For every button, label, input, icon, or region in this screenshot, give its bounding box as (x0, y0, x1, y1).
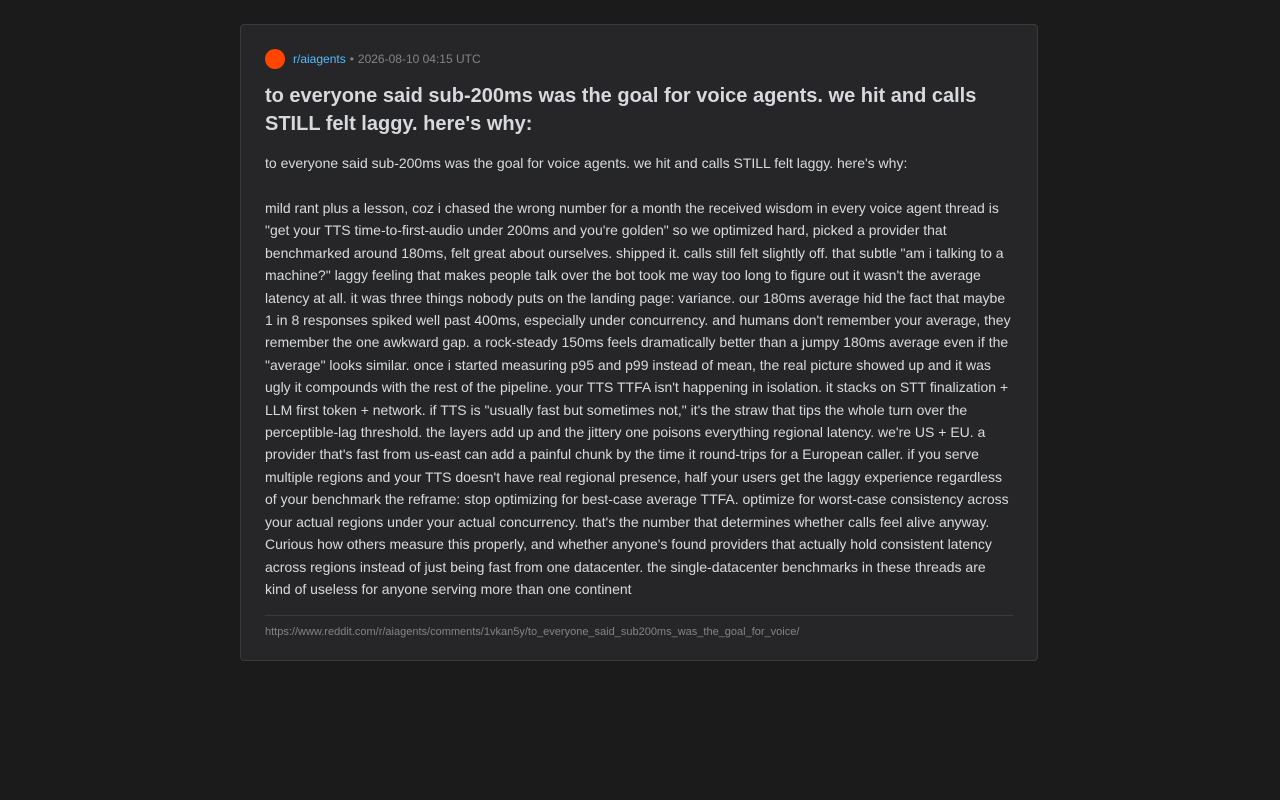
post-card (240, 24, 1038, 661)
post-title[interactable]: to everyone said sub-200ms was the goal for voice agents. we hit and calls STILL felt laggy. here's why: (265, 85, 977, 135)
post-timestamp: 2026-08-10 04:15 UTC (357, 52, 481, 66)
post-body (265, 152, 1013, 600)
post-body-paragraph: mild rant plus a lesson, coz i chased the wrong number for a month the received wisdom in every voice agent thread is "get your TTS time-to-first-audio under 200ms and you're golden" so we optimized hard, picked a provider that benchmarked around 180ms, felt great about ourselves. shipped it. calls still felt slightly off. that subtle "am i talking to a machine?" laggy feeling that makes people talk over the bot took me way too long to figure out it wasn't the average latency at all. it was three things nobody puts on the landing page: variance. our 180ms average hid the fact that maybe 1 in 8 responses spiked well past 400ms, especially under concurrency. and humans don't remember your average, they remember the one awkward gap. a rock-steady 150ms feels dramatically better than a jumpy 180ms average even if the "average" looks similar. once i started measuring p95 and p99 instead of mean, the real picture showed up and it was ugly it compounds with the rest of the pipeline. your TTS TTFA isn't happening in isolation. it stacks on STT finalization + LLM first token + network. if TTS is "usually fast but sometimes not," it's the straw that tips the whole turn over the perceptible-lag threshold. the layers add up and the jittery one poisons everything regional latency. we're US + EU. a provider that's fast from us-east can add a painful chunk by the time it round-trips for a European caller. if you serve multiple regions and your TTS doesn't have real regional presence, half your users get the laggy experience regardless of your benchmark the reframe: stop optimizing for best-case average TTFA. optimize for worst-case consistency across your actual regions under your actual concurrency. that's the number that determines whether calls feel alive anyway. Curious how others measure this properly, and whether anyone's found providers that actually hold consistent latency across regions instead of just being fast from one datacenter. the single-datacenter benchmarks in these threads are kind of useless for anyone serving more than one continent (265, 200, 1011, 597)
divider (265, 615, 1013, 616)
meta-separator: • (349, 52, 354, 66)
permalink-link[interactable]: https://www.reddit.com/r/aiagents/comments/1vkan5y/to_everyone_said_sub200ms_was_the_goal_for_voice/ (265, 626, 800, 639)
post-body-paragraph: to everyone said sub-200ms was the goal for voice agents. we hit and calls STILL felt laggy. here's why: (265, 155, 908, 171)
subreddit-link[interactable]: r/aiagents (293, 52, 346, 66)
post-meta (265, 49, 1013, 69)
subreddit-icon[interactable] (265, 49, 285, 69)
